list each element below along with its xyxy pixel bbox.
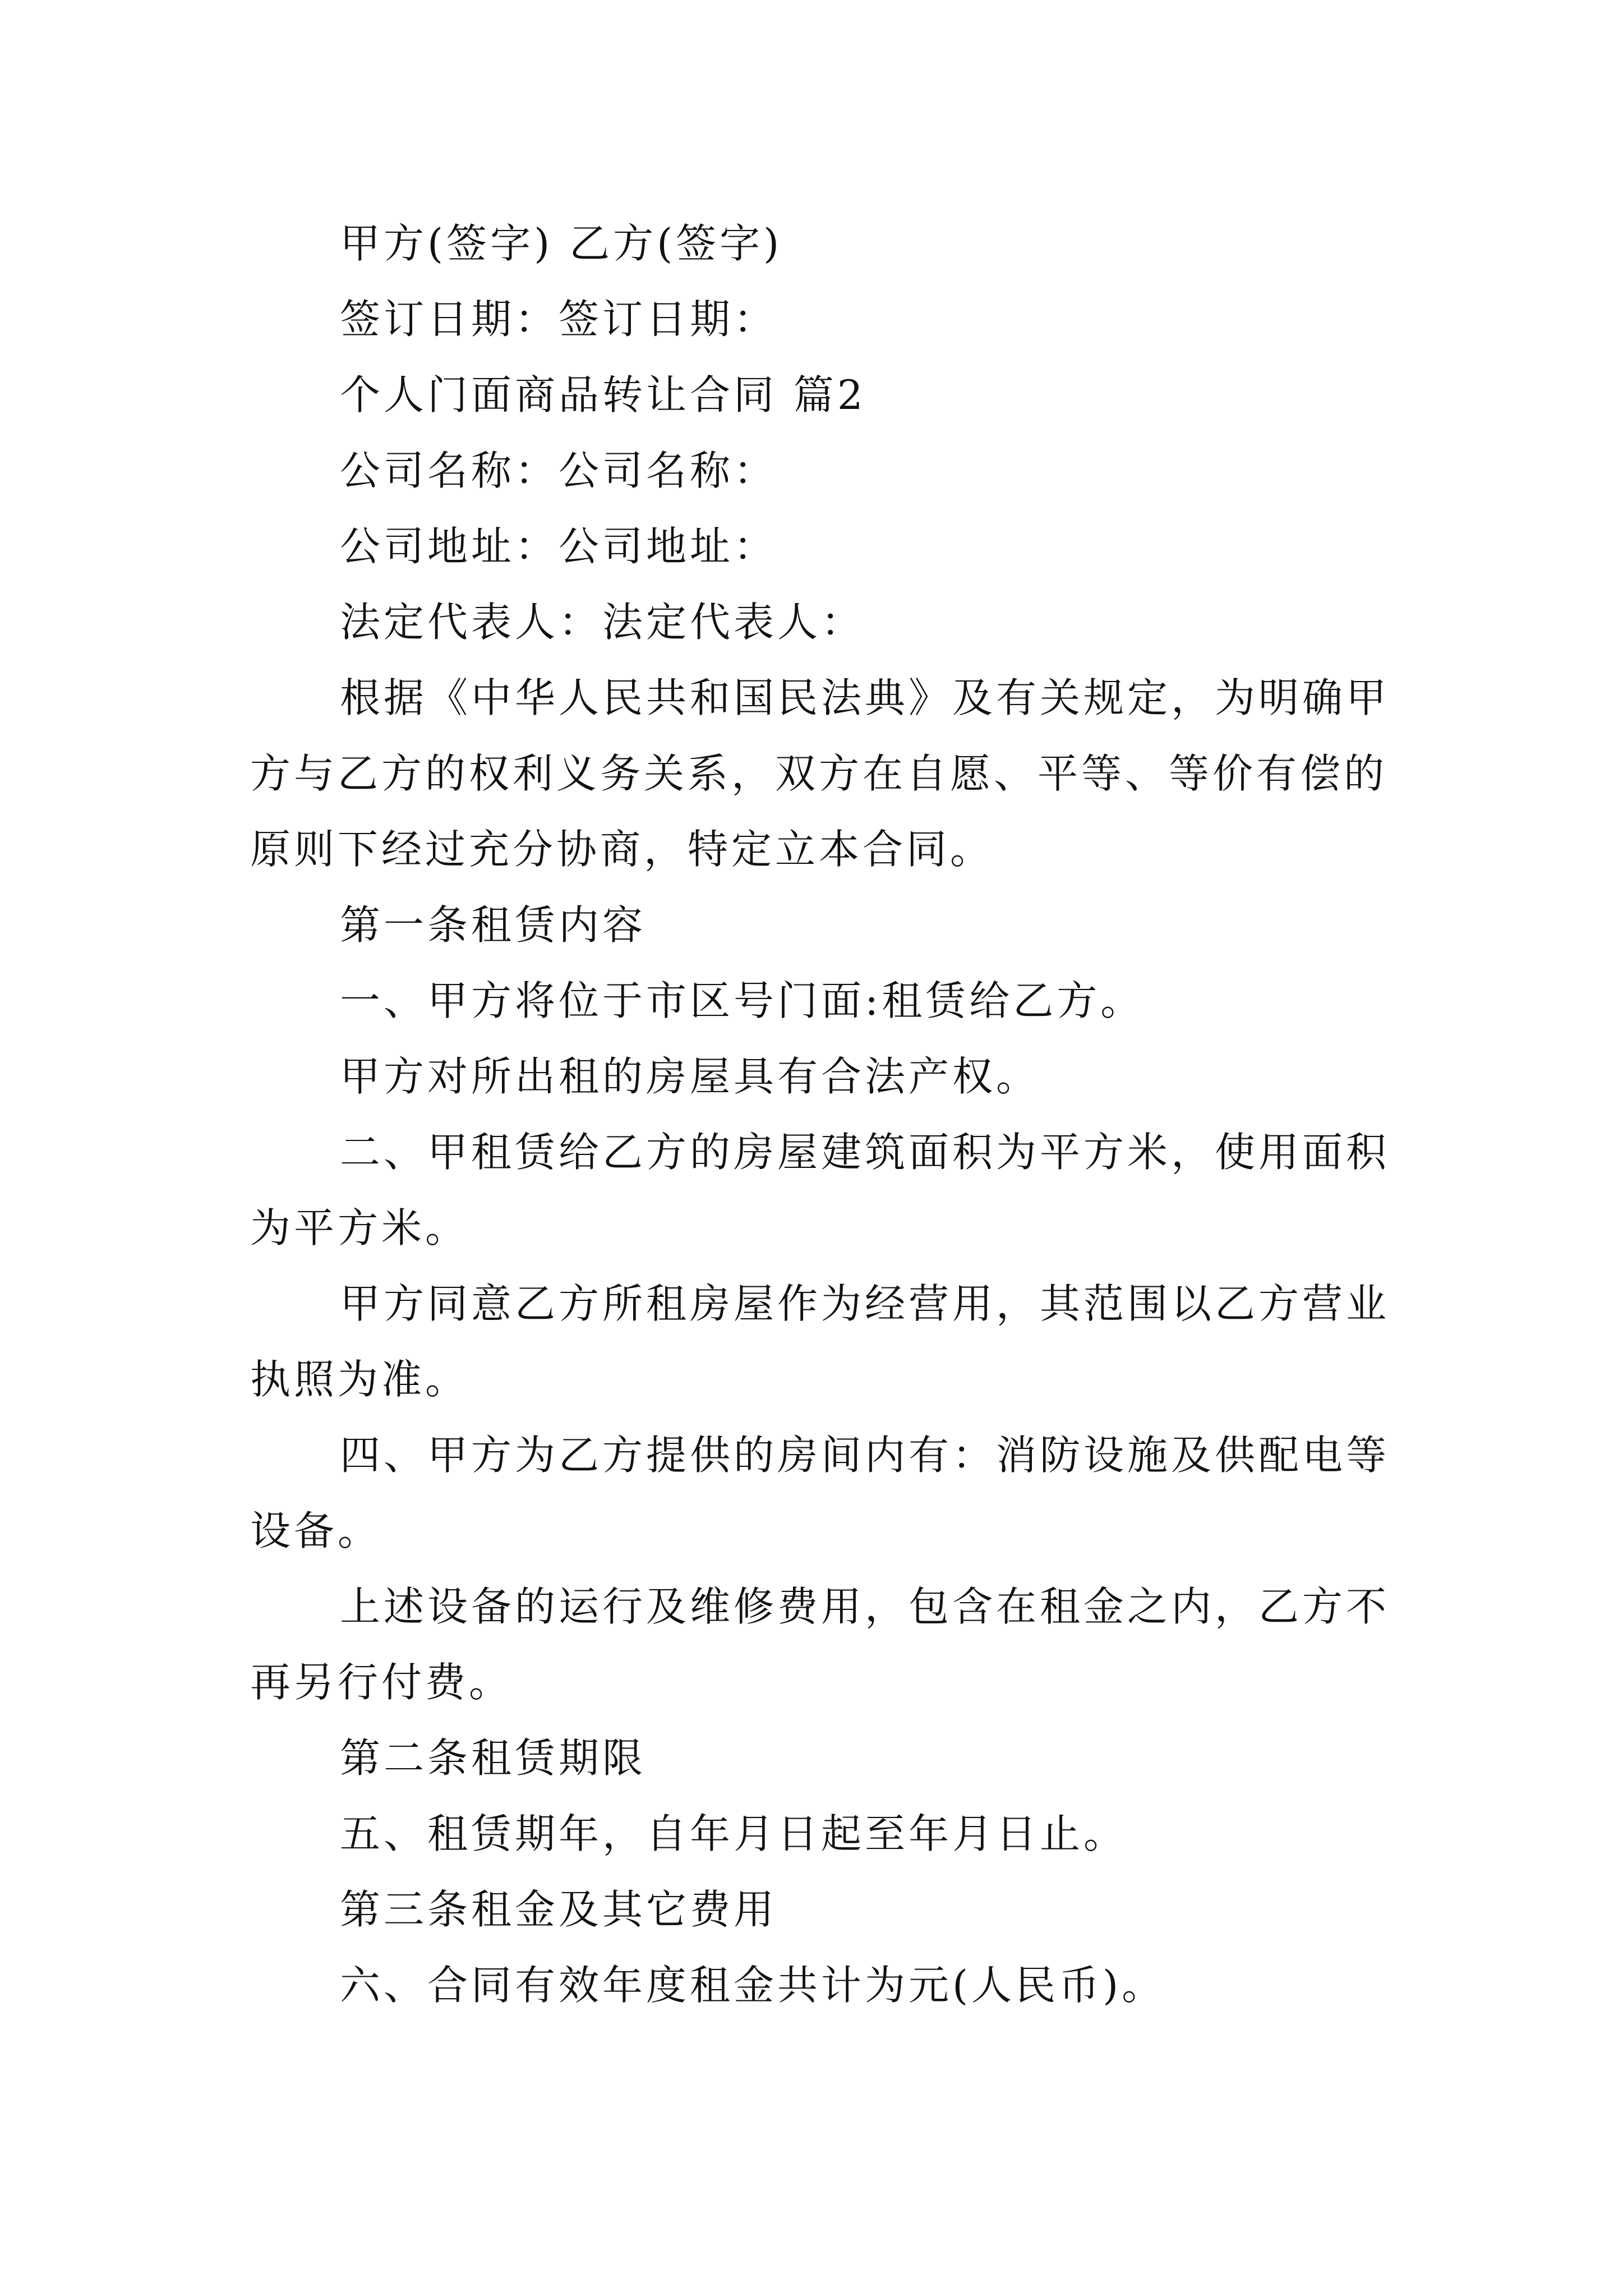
paragraph-line: 四、甲方为乙方提供的房间内有：消防设施及供配电等 bbox=[340, 1432, 1390, 1479]
company-address-line: 公司地址：公司地址： bbox=[340, 523, 778, 570]
contract-title: 个人门面商品转让合同 篇2 bbox=[340, 371, 866, 418]
paragraph-line: 执照为准。 bbox=[250, 1356, 469, 1403]
paragraph-line: 六、合同有效年度租金共计为元(人民币)。 bbox=[340, 1962, 1166, 2009]
paragraph-line: 根据《中华人民共和国民法典》及有关规定，为明确甲 bbox=[340, 674, 1390, 721]
paragraph-line: 方与乙方的权利义务关系，双方在自愿、平等、等价有偿的 bbox=[250, 750, 1388, 797]
paragraph-line: 原则下经过充分协商，特定立本合同。 bbox=[250, 826, 994, 873]
paragraph-line: 甲方同意乙方所租房屋作为经营用，其范围以乙方营业 bbox=[340, 1280, 1390, 1327]
company-name-line: 公司名称：公司名称： bbox=[340, 447, 778, 494]
paragraph-line: 二、甲租赁给乙方的房屋建筑面积为平方米，使用面积 bbox=[340, 1129, 1390, 1176]
paragraph-line: 为平方米。 bbox=[250, 1204, 469, 1251]
paragraph-line: 一、甲方将位于市区号门面:租赁给乙方。 bbox=[340, 977, 1145, 1024]
signature-line: 甲方(签字) 乙方(签字) bbox=[340, 220, 783, 267]
signing-date-line: 签订日期：签订日期： bbox=[340, 296, 778, 343]
legal-representative-line: 法定代表人：法定代表人： bbox=[340, 599, 865, 646]
section-heading: 第三条租金及其它费用 bbox=[340, 1886, 778, 1933]
section-heading: 第一条租赁内容 bbox=[340, 901, 647, 949]
section-heading: 第二条租赁期限 bbox=[340, 1734, 647, 1782]
paragraph-line: 设备。 bbox=[250, 1507, 382, 1554]
paragraph-line: 五、租赁期年，自年月日起至年月日止。 bbox=[340, 1810, 1128, 1857]
paragraph-line: 上述设备的运行及维修费用，包含在租金之内，乙方不 bbox=[340, 1583, 1390, 1630]
paragraph-line: 甲方对所出租的房屋具有合法产权。 bbox=[340, 1053, 1040, 1100]
paragraph-line: 再另行付费。 bbox=[250, 1659, 513, 1706]
